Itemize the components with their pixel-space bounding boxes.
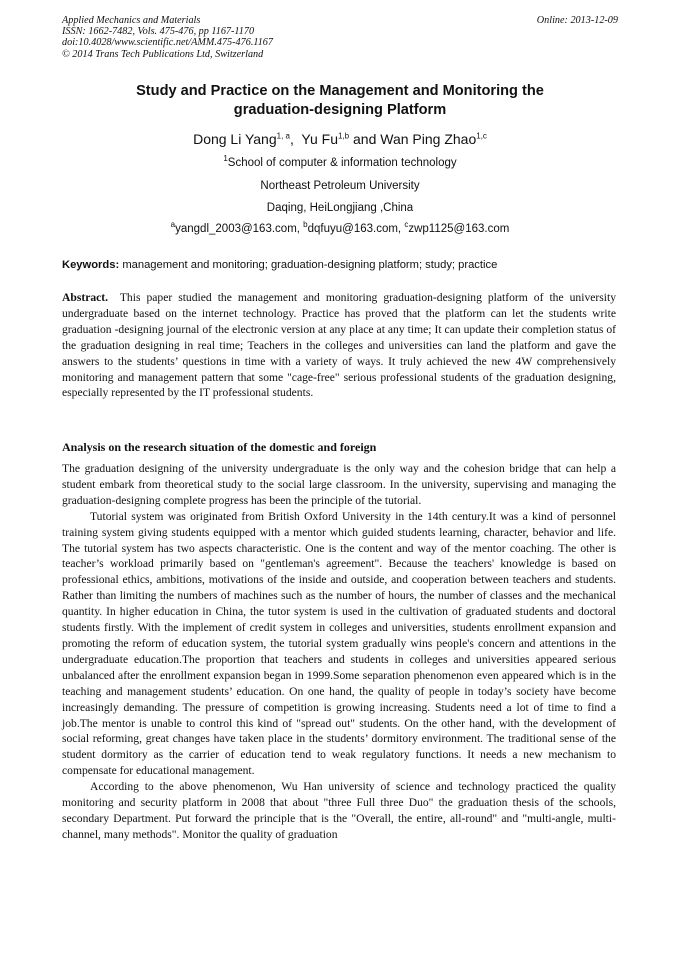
abstract xyxy=(62,290,616,401)
email-b[interactable]: dqfuyu@163.com, xyxy=(307,223,402,235)
email-line xyxy=(62,220,618,235)
keywords-text: management and monitoring; graduation-designing platform; study; practice xyxy=(122,259,498,271)
email-c-marker: c xyxy=(404,220,409,230)
author-1: Dong Li Yang xyxy=(193,131,277,147)
author-list: Dong Li Yang$^{1, a}$, Yu Fu$^{1,b}$ and Wan Ping Zhao$^{1,c}$ xyxy=(193,131,487,147)
title-line-1: Study and Practice on the Management and Monitoring the xyxy=(136,83,544,99)
affiliation-school xyxy=(62,154,618,169)
email-b-marker: b xyxy=(303,220,308,230)
affiliation-city: Daqing, HeiLongjiang ,China xyxy=(266,202,414,214)
author-3-affil: 1,c xyxy=(476,131,487,141)
author-3: and Wan Ping Zhao xyxy=(353,131,477,147)
section-heading: Analysis on the research situation of the domestic and foreign xyxy=(62,440,377,454)
journal-header xyxy=(62,15,618,60)
affiliation-university: Northeast Petroleum University xyxy=(260,180,420,192)
online-date: Online: 2013-12-09 xyxy=(536,15,618,26)
email-a-marker: a xyxy=(170,220,176,230)
author-1-affil: 1, a xyxy=(276,131,290,141)
journal-name: Applied Mechanics and Materials xyxy=(62,15,201,26)
email-a[interactable]: yangdl_2003@163.com, xyxy=(175,223,300,235)
school-name: School of computer & information technology xyxy=(227,157,457,169)
paper-title xyxy=(62,82,618,120)
keywords-label: Keywords: xyxy=(62,259,120,271)
copyright-line: © 2014 Trans Tech Publications Ltd, Switzerland xyxy=(62,48,264,60)
paragraph-1: The graduation designing of the university undergraduate is the only way and the cohesion bridge that can help a student embark from theoretical study to the social large classroom. In the university, supervising and managing the graduation-designing complete progress has been the principle of the tutorial. xyxy=(62,462,616,507)
paragraph-2: Tutorial system was originated from British Oxford University in the 14th century.It was a kind of personnel training system giving students equipped with a mentor which guided students learning, character, behavior and life. The tutorial system has two aspects characteristic. One is the content and way of the mentor coaching. The other is teacher’s workload primarily based on "gentleman's agreement". Because the teachers' knowledge is based on professional ethics, ambitions, motivations of the inside and outside, and cooperation between teachers and students. Rather than limiting the numbers of machines such as the number of hours, the number of classes and the mechanical quantity. In higher education in China, the tutor system is used in the cultivation of graduated students and doctoral students firstly. With the implement of credit system in colleges and universities, students enrollment expansion and promoting the reform of education system, the tutorial system gradually wins people's concern and attentions in the undergraduate education.The proportion that teachers and students in colleges and universities appeared serious unbalanced after the enrollment expansion began in 1999.Some separation phenomenon even appeared which is in the teaching and management students’ education. On one hand, the quality of people in today’s society have become increasingly demanding. The pressure of competition is growing increasing. Students need a lot of time to find a job.The mentor is unable to control this kind of "spread out" students. On the other hand, with the development of social reforming, great changes have taken place in the students’ dormitory environment. The traditional sense of the student dormitory as the carrier of education tend to weak regulatory functions. It needs a new mechanism to compensate for educational management. xyxy=(62,509,616,778)
doi-line: doi:10.4028/www.scientific.net/AMM.475-476.1167 xyxy=(62,37,273,49)
email-c[interactable]: zwp1125@163.com xyxy=(408,223,510,235)
issn-line: ISSN: 1662-7482, Vols. 475-476, pp 1167-1170 xyxy=(62,26,255,38)
keywords xyxy=(62,259,618,271)
abstract-label: Abstract. xyxy=(62,291,109,304)
title-line-2: graduation-designing Platform xyxy=(233,102,447,118)
author-2: Yu Fu xyxy=(301,131,338,147)
paragraph-3: According to the above phenomenon, Wu Han university of science and technology practiced the quality monitoring and security platform in 2008 that about "three Full three Duo" the graduation thesis of the schools, secondary Department. Put forward the principle that is the "Overall, the entire, all-round" and "multi-angle, multi-channel, many methods". Monitor the quality of graduation xyxy=(62,780,616,841)
abstract-text: This paper studied the management and monitoring graduation-designing platform of the university undergraduate based on the internet technology. Practice has proved that the platform can let the students write graduation -designing journal of the electronic version at any place at any time; It can update their completion status of the graduation designing in real time; Teachers in the colleges and universities can land the platform and gave the answers to the students’ questions in time with a variety of ways. It truly achieved the new 4W comprehensively monitoring and management pattern that some "cage-free" serious professional students of the graduation designing, especially represented by the IT professional students. xyxy=(62,291,616,400)
affil-marker: 1 xyxy=(223,154,228,164)
author-2-affil: 1,b xyxy=(338,131,350,141)
section-body xyxy=(62,461,616,843)
